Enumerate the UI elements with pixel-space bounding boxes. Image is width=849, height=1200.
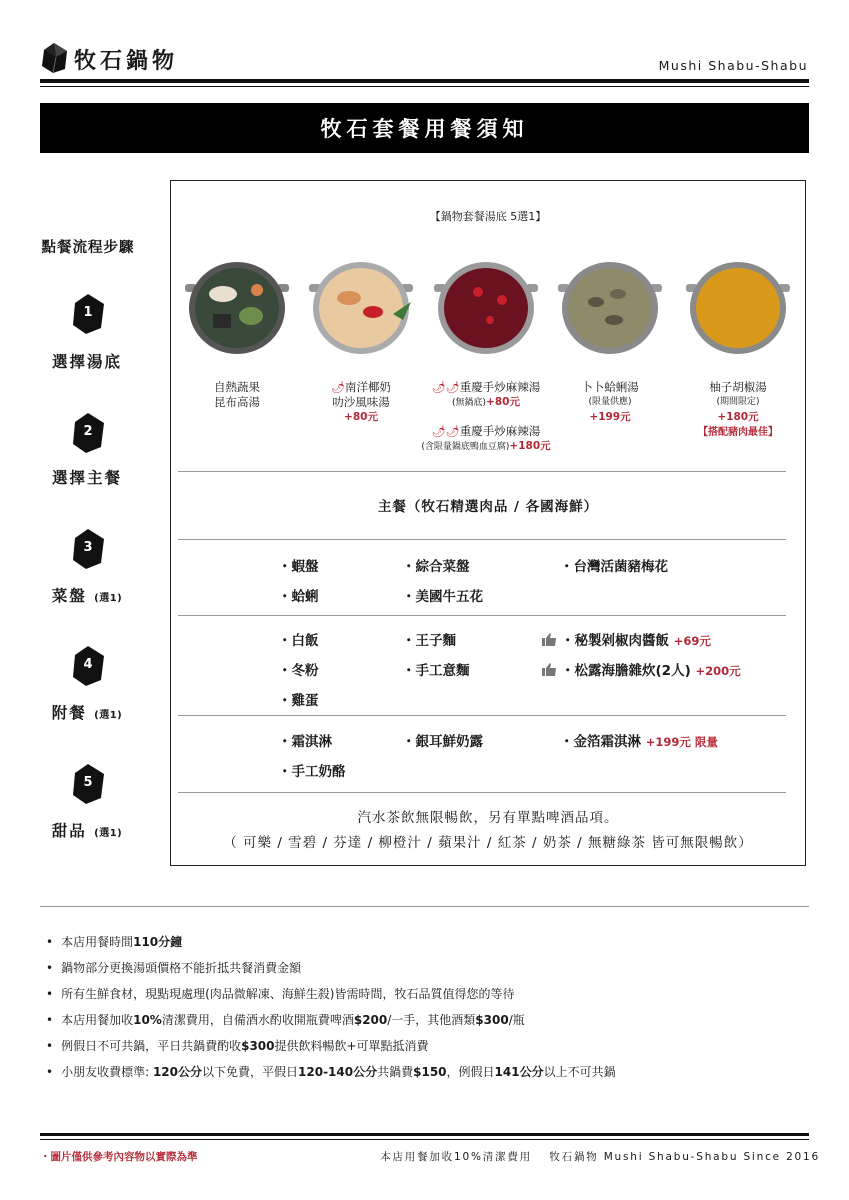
footer-rule-thin [40, 1139, 809, 1140]
step-4-icon [71, 646, 105, 686]
main-item: ・蛤蜊 [278, 589, 319, 605]
step-3-icon [71, 529, 105, 569]
step-1-number: 1 [83, 305, 93, 320]
main-item: ・綜合菜盤 [402, 559, 470, 575]
step-2-number: 2 [83, 424, 93, 439]
main-item: ・美國牛五花 [402, 589, 483, 605]
note-dining-time: • 本店用餐時間110分鐘 [46, 933, 182, 950]
dessert-item: ・手工奶酪 [278, 764, 346, 780]
logo-icon [40, 42, 68, 74]
step-5-number: 5 [83, 775, 93, 790]
soup-1-name: 自熱蔬果 昆布高湯 [214, 380, 260, 409]
dessert-item: ・銀耳鮮奶露 [402, 734, 483, 750]
side-item-recommended: ・秘製剁椒肉醬飯 +69元 [542, 629, 711, 649]
step-4-number: 4 [83, 657, 93, 672]
soup-2-image [307, 256, 415, 360]
step-3-number: 3 [83, 540, 93, 555]
soup-5-image [684, 256, 792, 360]
header-rule [40, 79, 809, 83]
note-shared-pot: • 例假日不可共鍋，平日共鍋費酌收$300提供飲料暢飲+可單點抵消費 [46, 1037, 429, 1054]
brand-name: 牧石鍋物 [74, 49, 179, 74]
soup-3b-name: 🌶🌶重慶手炒麻辣湯 (含限量鍋底鴨血豆腐)+180元 [421, 424, 551, 452]
chili-icon: 🌶🌶 [431, 381, 460, 394]
step-5-label: 甜品 (選1) [51, 822, 123, 840]
side-item: ・冬粉 [278, 663, 319, 679]
step-5-icon [71, 764, 105, 804]
soup-3-name: 🌶🌶重慶手炒麻辣湯 (無鍋底)+80元 [431, 380, 541, 408]
soup-heading: 【鍋物套餐湯底 5選1】 [429, 210, 547, 223]
side-item: ・白飯 [278, 633, 319, 649]
drinks-info: 汽水茶飲無限暢飲，另有單點啤酒品項。 [357, 810, 619, 826]
page-title: 牧石套餐用餐須知 [40, 103, 809, 153]
steps-heading: 點餐流程步驟 [41, 240, 135, 256]
divider [178, 539, 786, 540]
side-item: ・雞蛋 [278, 693, 319, 709]
divider [178, 715, 786, 716]
footer-info: 本店用餐加收10%清潔費用 牧石鍋物 Mushi Shabu-Shabu Since 2016 [380, 1151, 820, 1163]
footer-disclaimer: ・圖片僅供參考內容物以實際為準 [40, 1151, 198, 1163]
brand-name-en: Mushi Shabu-Shabu [658, 58, 808, 73]
note-soup-change: • 鍋物部分更換湯頭價格不能折抵共餐消費金額 [46, 959, 301, 976]
soup-3-image [432, 256, 540, 360]
main-heading: 主餐（牧石精選肉品 / 各國海鮮） [377, 499, 599, 515]
step-1-label: 選擇湯底 [51, 353, 122, 371]
divider [178, 615, 786, 616]
soup-5-name: 柚子胡椒湯 (期間限定) +180元 【搭配豬肉最佳】 [698, 380, 778, 438]
step-3-label: 菜盤 (選1) [51, 587, 123, 605]
chili-icon: 🌶🌶 [431, 425, 460, 438]
soup-1-image [183, 256, 291, 360]
soup-4-name: 卜卜蛤蜊湯 (限量供應) +199元 [581, 380, 639, 423]
divider [178, 792, 786, 793]
note-children: • 小朋友收費標準: 120公分以下免費，平假日120-140公分共鍋費$150，例假日141公分以上不可共鍋 [46, 1063, 616, 1080]
step-1-icon [71, 294, 105, 334]
step-4-label: 附餐 (選1) [51, 704, 123, 722]
main-item: ・蝦盤 [278, 559, 319, 575]
step-2-label: 選擇主餐 [51, 469, 122, 487]
divider [178, 471, 786, 472]
thumbs-up-icon [542, 663, 557, 676]
drinks-list: （ 可樂 / 雪碧 / 芬達 / 柳橙汁 / 蘋果汁 / 紅茶 / 奶茶 / 無糖綠茶 皆可無限暢飲） [223, 835, 753, 851]
soup-2-name: 🌶南洋椰奶 叻沙風味湯 +80元 [331, 380, 391, 423]
side-item-recommended: ・松露海膽雜炊(2人) +200元 [542, 659, 741, 679]
soup-4-image [556, 256, 664, 360]
notes-divider [40, 906, 809, 907]
header-rule-thin [40, 86, 809, 87]
step-2-icon [71, 413, 105, 453]
note-service-charge: • 本店用餐加收10%清潔費用，自備酒水酌收開瓶費啤酒$200/一手，其他酒類$300/瓶 [46, 1011, 525, 1028]
main-item: ・台灣活菌豬梅花 [560, 559, 668, 575]
dessert-item: ・霜淇淋 [278, 734, 332, 750]
footer-rule [40, 1133, 809, 1136]
chili-icon: 🌶 [331, 381, 345, 394]
side-item: ・王子麵 [402, 633, 456, 649]
thumbs-up-icon [542, 633, 557, 646]
note-fresh-food: • 所有生鮮食材，現點現處理(肉品微解凍、海鮮生殺)皆需時間，牧石品質值得您的等待 [46, 985, 514, 1002]
side-item: ・手工意麵 [402, 663, 470, 679]
dessert-item: ・金箔霜淇淋 +199元 限量 [560, 734, 718, 750]
